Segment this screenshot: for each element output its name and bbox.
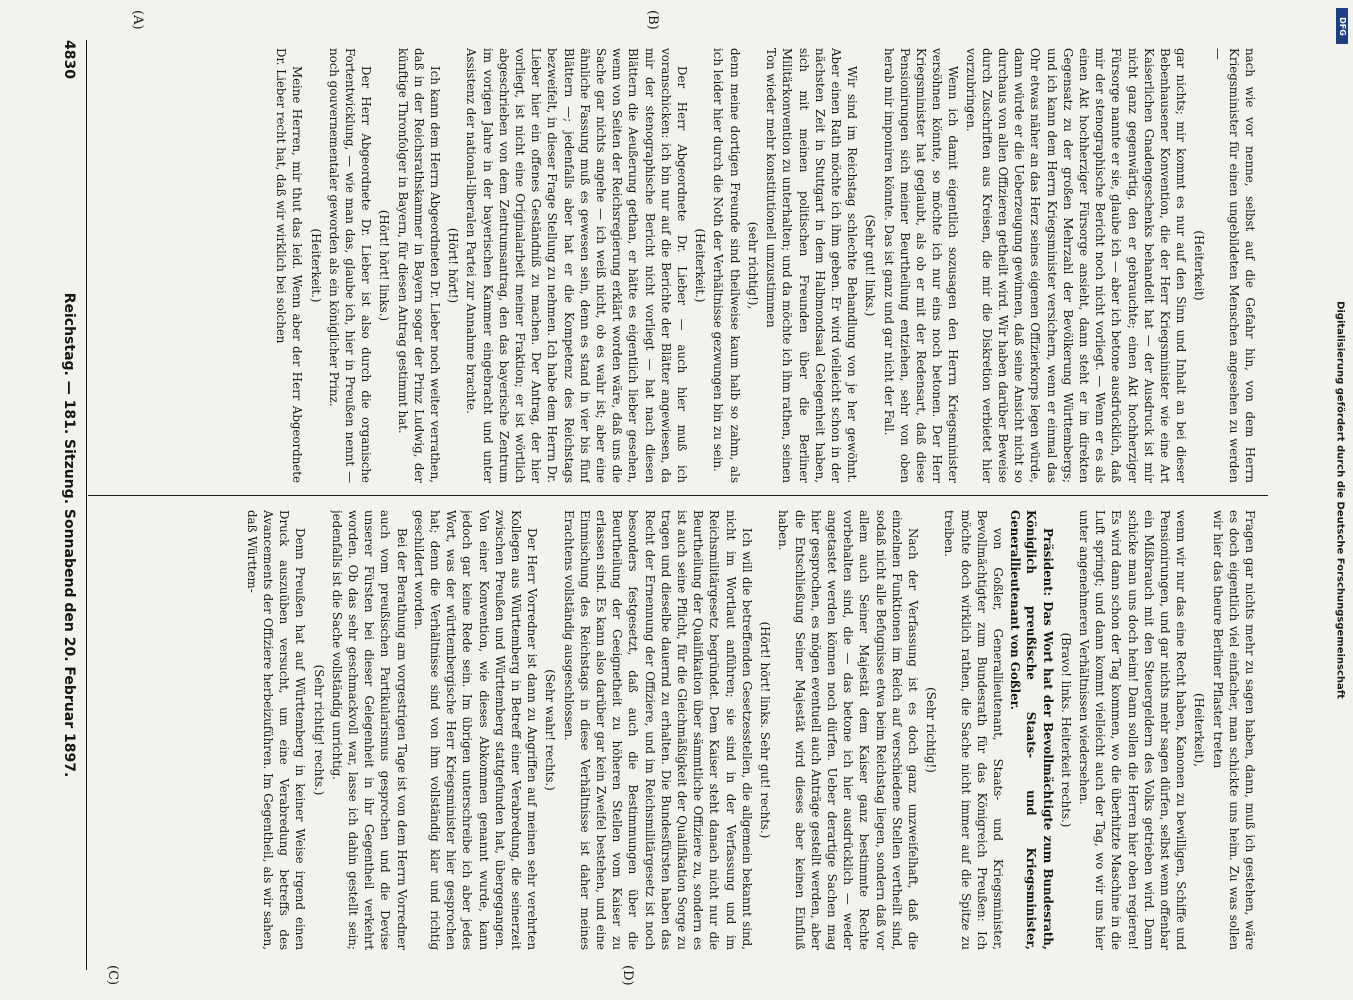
interjection: (Hört! hört! links. Sehr gut! rechts.) xyxy=(758,621,773,839)
interjection: (Heiterkeit), xyxy=(1192,692,1207,767)
margin-marker-b: (B) xyxy=(645,10,660,30)
paragraph: Wir sind im Reichstag schlechte Behandlung von je her gewöhnt. Aber einen Rath möchte ich ihm geben. Er wird vielleicht schon in der nächsten Zeit in Stuttgart in dem Halbmondsaal Gelegenheit haben, sich mit meinen politischen Freunden über die Berliner Militärkonvention zu unterhalten; und da möchte ich ihm rathen, seinen Ton wieder mehr konstitutionell umzustimmen xyxy=(764,48,860,483)
interjection: (Sehr richtig!) xyxy=(924,687,939,773)
page-title: Reichstag. — 181. Sitzung. Sonnabend den 20. Februar 1897. xyxy=(61,292,77,778)
right-column xyxy=(93,510,1258,950)
interjection: (Sehr gut! links.) xyxy=(863,214,878,317)
page-header xyxy=(53,40,79,960)
paragraph: Der Herr Abgeordnete Dr. Lieber — auch hier muß ich voranschicken: ich bin nur auf die Berichte der Blätter angewiesen, da mir der stenographische Bericht nicht vorliegt — hat nach diesen Blättern die Aeußerung gethan, er hätte es eigentlich lieber gesehen, wenn von Seiten der Reichsregierung erklärt worden wäre, daß uns die Sache gar nichts angehe — ich weiß nicht, ob es wahr ist; aber eine ähnliche Fassung muß es gewesen sein, denn es stand in vier bis fünf Blättern —; jedenfalls aber hat er die Kompetenz des Reichstags bezweifelt, in dieser Frage Stellung zu nehmen. Ich habe dem Herrn Dr. Lieber hier ein offenes Geständniß zu machen. Der Antrag, der hier vorliegt, ist nicht eine Originalarbeit meiner Fraktion; er ist wörtlich abgeschrieben von dem Zentrumsantrag, den das bayerische Zentrum im vorigen Jahre in der bayerischen Kammer eingebracht und unter Assistenz der national-liberalen Partei zur Annahme brachte. xyxy=(464,48,690,483)
paragraph: nach wie vor nenne, selbst auf die Gefahr hin, von dem Herrn Kriegsminister für einen ungebildeten Menschen angesehen zu werden — xyxy=(1210,48,1257,483)
interjection: (Heiterkeit.) xyxy=(308,228,323,303)
paragraph: gar nichts; mir kommt es nur auf den Sinn und Inhalt an bei dieser Bebenhausener Konvention, die der Herr Kriegsminister wie eine Art Kaiserlichen Gnadengeschenks behandelt hat — der Ausdruck ist mir nicht ganz gegenwärtig, den er gebrauchte; einen Akt hochherziger Fürsorge nannte er sie, glaube ich — aber ich betone ausdrücklich, daß mir der stenographische Bericht noch nicht vorliegt. — Wenn er es als einen Akt hochherziger Fürsorge ansieht, dann steht er im direkten Gegensatz zu der großen Mehrzahl der Bevölkerung Württembergs; und ich kann dem Herrn Kriegsminister versichern, wenn er einmal das Ohr etwas näher an das Herz seines eigenen Offizierkorps legen würde, dann würde er die Ueberzeugung gewinnen, daß seine Ansicht nicht so durchaus von allen Offizieren getheilt wird. Wir haben darüber Beweise durch Zuschriften aus Kreisen, die mir die Diskretion verbietet hier vorzubringen. xyxy=(963,48,1189,483)
paragraph: wenn wir nur das eine Recht haben, Kanonen zu bewilligen, Schiffe und Pensionirungen, und gar nichts mehr sagen dürfen, selbst wenn offenbar ein Mißbrauch mit den Steuergeldern des Volks getrieben wird. Dann schicke man uns doch heim! Dann sollen die Herren hier oben regieren! Es wird dann schon der Tag kommen, wo die überhitzte Maschine in die Luft springt; und dann kommt vielleicht auch der Tag, wo wir uns hier unter angenehmeren Verhältnissen wiedersehen. xyxy=(1076,510,1189,950)
interjection: (Bravo! links. Heiterkeit rechts.) xyxy=(1058,632,1073,828)
paragraph: Nach der Verfassung ist es doch ganz unzweifelhaft, daß die einzelnen Funktionen im Reich auf verschiedene Stellen vertheilt sind, sodaß nicht alle Befugnisse etwa beim Reichstag liegen, sondern daß vor allem auch Seiner Majestät dem Kaiser ganz bestimmte Rechte vorbehalten sind, die — das betone ich hier ausdrücklich — weder angetastet werden können noch dürfen. Ueber derartige Sachen mag hier gesprochen, es mögen eventuell auch Anträge gestellt werden, aber die Entschließung Seiner Majestät wird dieses aber keinen Einfluß haben. xyxy=(776,510,920,950)
paragraph: Denn Preußen hat auf Württemberg in keiner Weise irgend einen Druck auszuüben versucht, um eine Verabredung betreffs des Avancements der Offiziere herbeizuführen. Im Gegentheil, als wir sahen, daß Württem- xyxy=(244,510,308,950)
header-divider xyxy=(86,40,87,970)
speaker-paragraph: von Goßler, Generallieutenant, Staats- und Kriegsminister, Bevollmächtigter zum Bundesrath für das Königreich Preußen: Ich möchte doch wirklich rathen, die Sache nicht immer auf die Spitze zu treiben. xyxy=(942,510,1005,950)
interjection: (Heiterkeit) xyxy=(1192,230,1207,301)
interjection: (Sehr richtig! rechts.) xyxy=(311,664,326,796)
paragraph: Meine Herren, mir thut das leid. Wenn aber der Herr Abgeordnete Dr. Lieber recht hat, daß wir wirklich bei solchen xyxy=(274,48,305,483)
margin-marker-a: (A) xyxy=(130,10,145,30)
left-column xyxy=(93,48,1258,483)
interjection: (Hört! hört!) xyxy=(446,227,461,304)
paragraph: Der Herr Abgeordnete Dr. Lieber ist also durch die organische Fortentwicklung, — wie man das, glaube ich, hier in Preußen nennt — noch gouvernementaler geworden als ein königlicher Prinz. xyxy=(326,48,374,483)
interjection: (sehr richtig!), xyxy=(745,221,760,310)
page-number: 4830 xyxy=(61,40,77,79)
paragraph: Ich kann dem Herrn Abgeordneten Dr. Lieber noch weiter verrathen, daß in der Reichsrathskammer in Bayern sogar der Prinz Ludwig, der künftige Thronfolger in Bayern, für diesen Antrag gestimmt hat. xyxy=(395,48,443,483)
dfg-logo: DFG xyxy=(1336,8,1348,44)
paragraph: Ich will die betreffenden Gesetzesstellen, die allgemein bekannt sind, nicht im Wortlaut anführen; sie sind in der Verfassung und im Reichsmilitärgesetz begründet. Dem Kaiser steht danach nicht nur die Beurtheilung der Qualifikation über sämmtliche Offiziere zu, sondern es ist auch seine Pflicht, für die Gleichmäßigkeit der Qualifikation Sorge zu tragen und dieselbe dauernd zu erhalten. Die Bundesfürsten haben das Recht der Ernennung der Offiziere, und im Reichsmilitärgesetz ist noch besonders festgesetzt, daß auch die Bestimmungen über die Beurtheilung der Geeignetheit zu höheren Stellen vom Kaiser zu erlassen sind. Es kann also darüber gar kein Zweifel bestehen, und eine Einmischung des Reichstags in diese Verhältnisse ist daher meines Erachtens vollständig ausgeschlossen. xyxy=(561,510,754,950)
paragraph: Der Herr Vorredner ist dann zu Angriffen auf meinen sehr verehrten Kollegen aus Württemberg in Betreff einer Verabredung, die seinerzeit zwischen Preußen und Württemberg stattgefunden hat, übergegangen. Von einer Konvention, wie dieses Abkommen genannt wurde, kann jedoch gar keine Rede sein. Im übrigen unterschreibe ich aber jedes Wort, was der württembergische Herr Kriegsminister hier gesprochen hat; denn die Verhältnisse sind von ihm vollständig klar und richtig geschildert worden. xyxy=(411,510,540,950)
column-divider xyxy=(88,495,1268,496)
margin-marker-c: (C) xyxy=(105,965,120,986)
interjection: (Sehr wahr! rechts.) xyxy=(543,669,558,791)
paragraph: denn meine dortigen Freunde sind theilweise kaum halb so zahm, als ich leider hier durch die Noth der Verhältnisse gezwungen bin zu sein. xyxy=(711,48,742,483)
interjection: (Heiterkeit.) xyxy=(693,228,708,303)
paragraph: Wenn ich damit eigentlich sozusagen den Herrn Kriegsminister versöhnen könnte, so möchte ich nur eins noch betonen. Der Herr Kriegsminister hat geglaubt, als ob er mit der Redensart, daß diese Pensionirungen sich meiner Beurtheilung entziehen, sehr von oben herab mir imponiren könnte. Das ist ganz und gar nicht der Fall. xyxy=(881,48,961,483)
speaker-paragraph: Präsident: Das Wort hat der Bevollmächtigte zum Bundesrath, Königlich preußische Staats- und Kriegsminister, Generallieutenant von Goßler. xyxy=(1008,510,1055,950)
paragraph: Fragen gar nichts mehr zu sagen haben, dann, muß ich gestehen, wäre es doch eigentlich viel einfacher, man schickte uns heim. Zu was sollen wir hier das theure Berliner Pflaster treten xyxy=(1210,510,1257,950)
paragraph: Bei der Berathung am vorgestrigen Tage ist von dem Herrn Vorredner auch vom preußischen Partikularismus gesprochen und die Devise unserer Fürsten bei dieser Gelegenheit in ihr Gegentheil verkehrt worden. Ob das sehr geschmackvoll war, lasse ich dahin gestellt sein; jedenfalls ist die Sache vollständig unrichtig. xyxy=(329,510,409,950)
interjection: (Hört! hört! links.) xyxy=(377,209,392,322)
margin-marker-d: (D) xyxy=(620,965,635,986)
digitization-note: Digitalisierung gefördert durch die Deutsche Forschungsgemeinschaft xyxy=(1334,301,1346,699)
